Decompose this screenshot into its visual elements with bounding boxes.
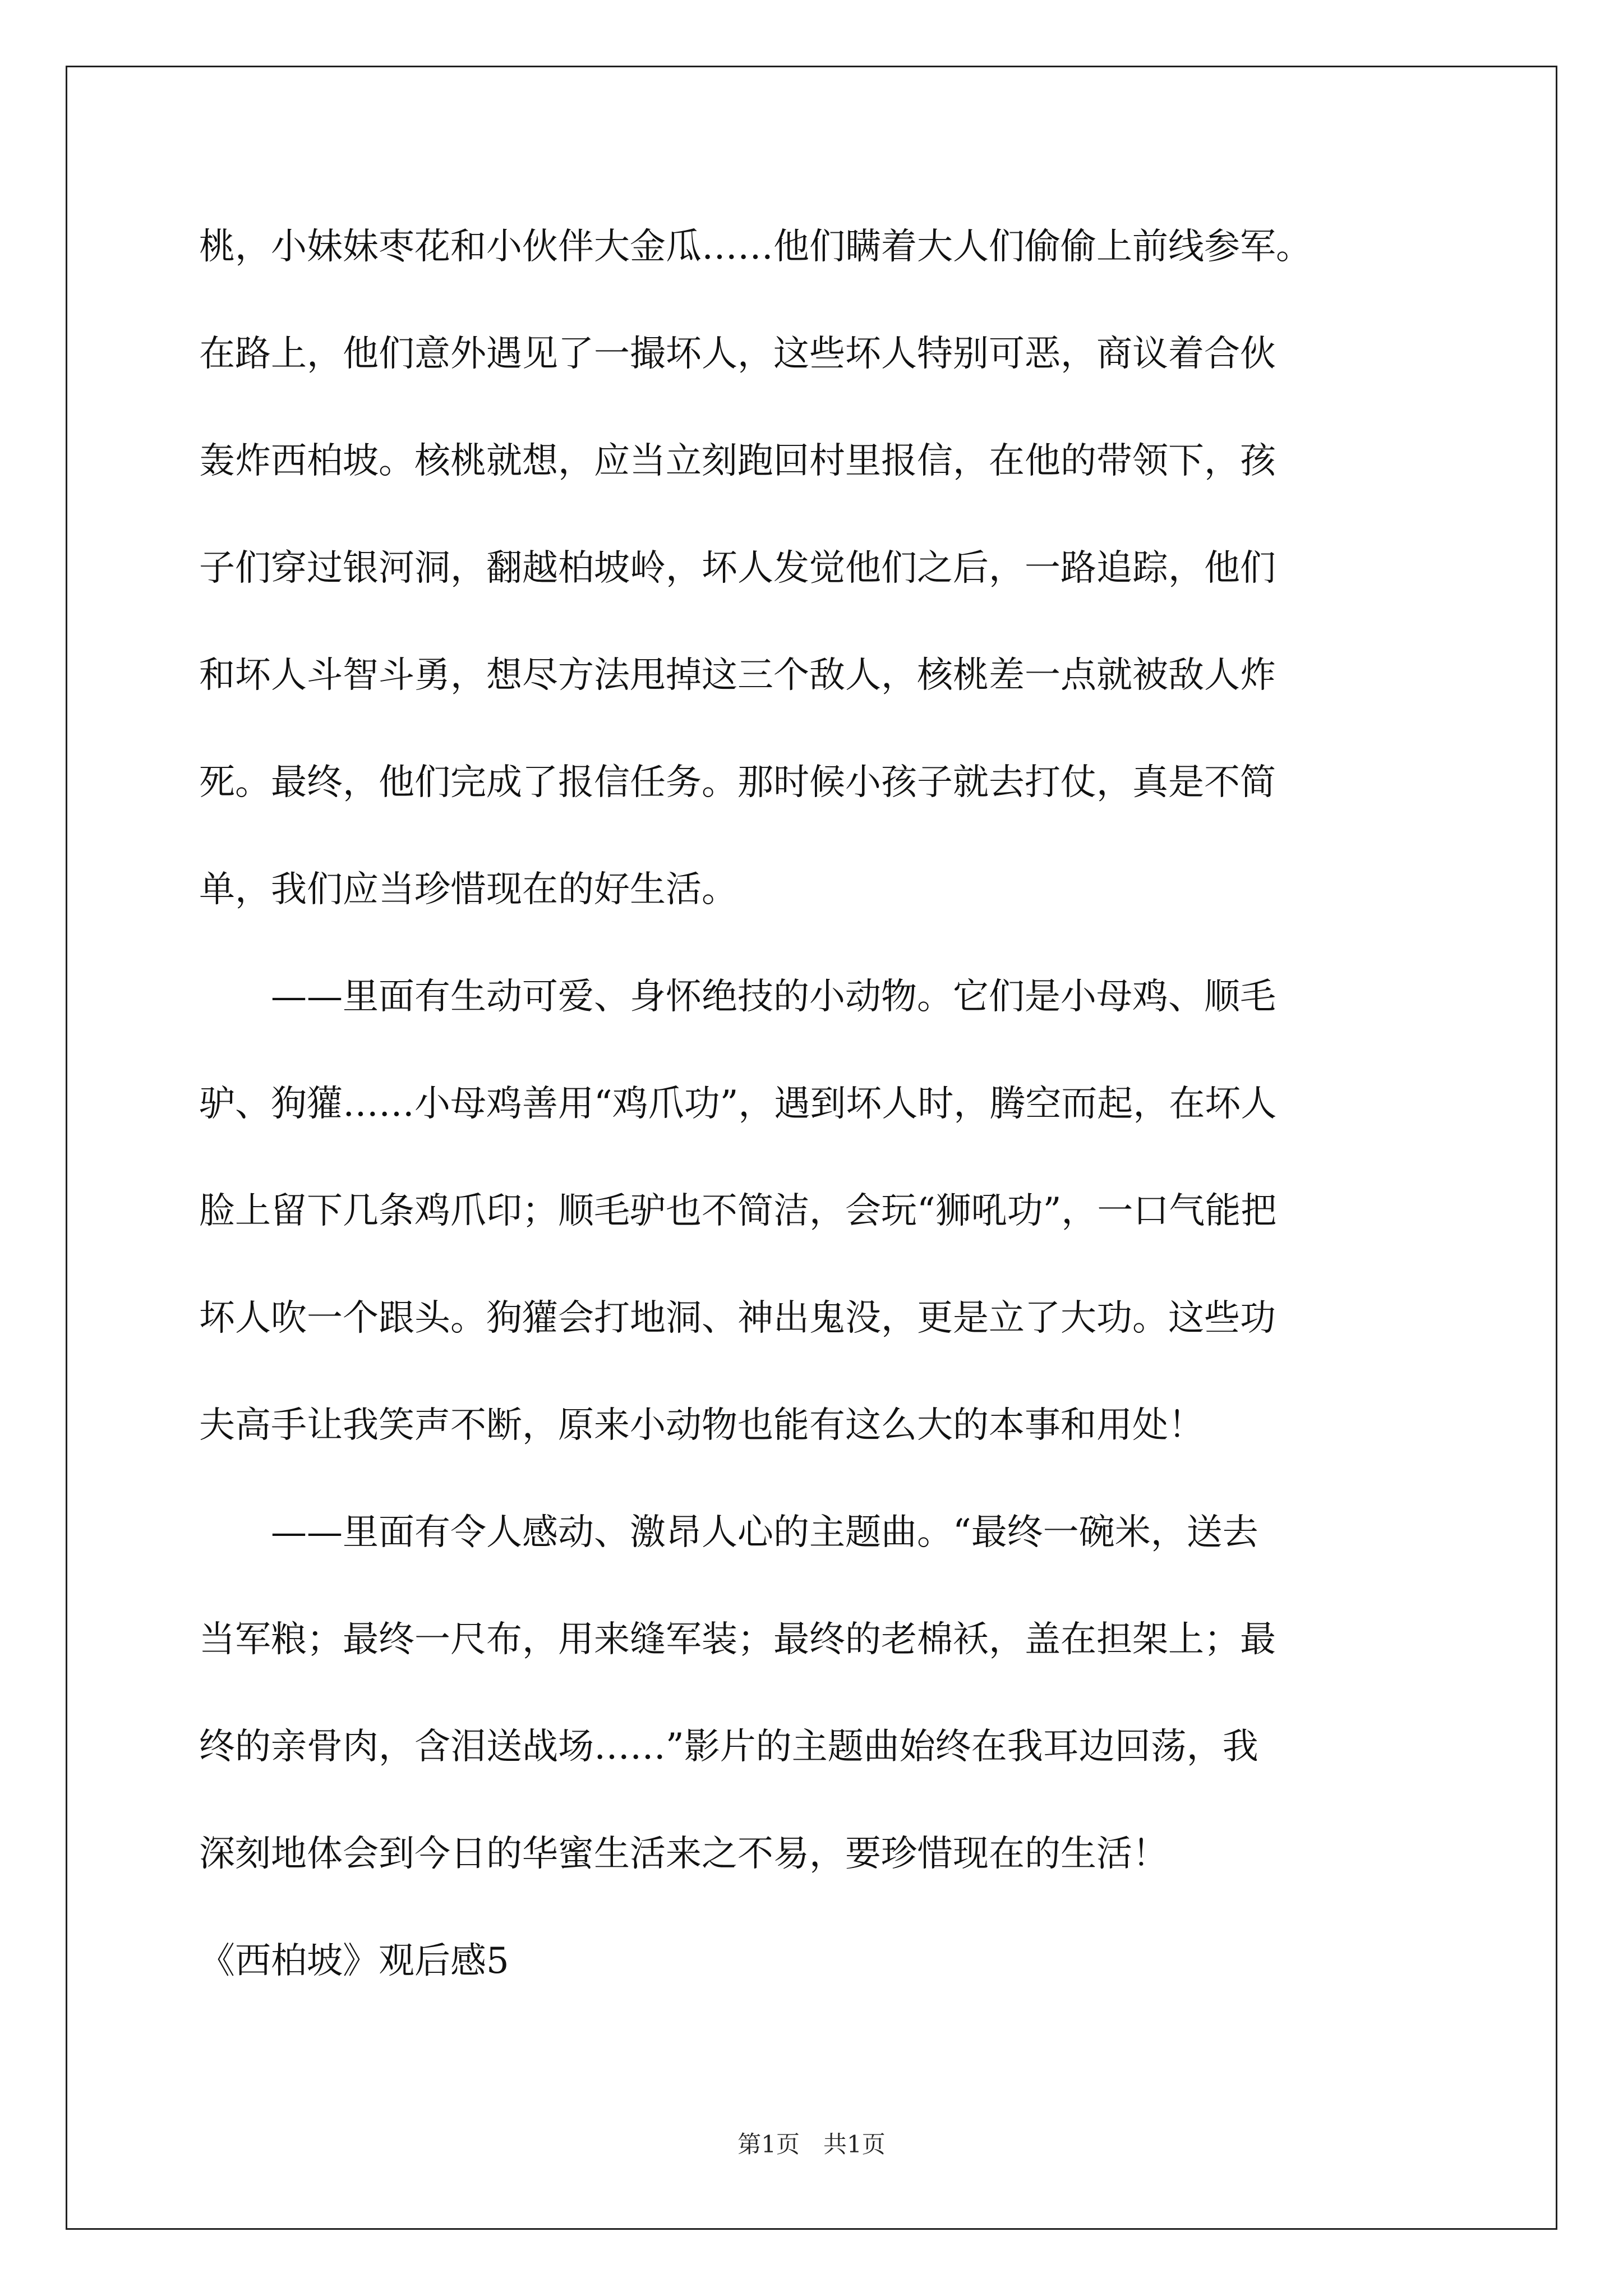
text-line: 当军粮；最终一尺布，用来缝军装；最终的老棉袄，盖在担架上；最 xyxy=(199,1619,1276,1660)
text-line: 桃，小妹妹枣花和小伙伴大金瓜……他们瞒着大人们偷偷上前线参军。 xyxy=(199,226,1312,268)
text-line: 脸上留下几条鸡爪印；顺毛驴也不简洁，会玩“狮吼功”，一口气能把 xyxy=(199,1190,1277,1232)
text-line: 和坏人斗智斗勇，想尽方法甩掉这三个敌人，核桃差一点就被敌人炸 xyxy=(199,655,1276,696)
text-line: 驴、狗獾……小母鸡善用“鸡爪功”，遇到坏人时，腾空而起，在坏人 xyxy=(199,1083,1277,1125)
page-footer: 第1页 共1页 xyxy=(737,2131,886,2158)
paragraph-3 xyxy=(199,1479,1461,1908)
text-line: 轰炸西柏坡。核桃就想，应当立刻跑回村里报信，在他的带领下，孩 xyxy=(199,440,1276,482)
text-line: 单，我们应当珍惜现在的好生活。 xyxy=(199,869,737,910)
text-line: 终的亲骨肉，含泪送战场……”影片的主题曲始终在我耳边回荡，我 xyxy=(199,1726,1258,1768)
text-line: 夫高手让我笑声不断，原来小动物也能有这么大的本事和用处！ xyxy=(199,1405,1204,1446)
paragraph-1 xyxy=(199,194,1461,944)
text-line: ——里面有令人感动、激昂人心的主题曲。“最终一碗米，送去 xyxy=(271,1512,1258,1553)
text-line: 坏人吹一个跟头。狗獾会打地洞、神出鬼没，更是立了大功。这些功 xyxy=(199,1297,1276,1339)
text-line: 深刻地体会到今日的华蜜生活来之不易，要珍惜现在的生活！ xyxy=(199,1833,1168,1875)
text-line: 在路上，他们意外遇见了一撮坏人，这些坏人特别可恶，商议着合伙 xyxy=(199,333,1276,375)
text-line: 死。最终，他们完成了报信任务。那时候小孩子就去打仗，真是不简 xyxy=(199,762,1276,803)
document-body xyxy=(199,194,1461,2015)
section-heading: 《西柏坡》观后感5 xyxy=(199,1940,509,1982)
text-line: ——里面有生动可爱、身怀绝技的小动物。它们是小母鸡、顺毛 xyxy=(271,976,1276,1018)
paragraph-2 xyxy=(199,944,1461,1479)
text-line: 子们穿过银河洞，翻越柏坡岭，坏人发觉他们之后，一路追踪，他们 xyxy=(199,547,1276,589)
